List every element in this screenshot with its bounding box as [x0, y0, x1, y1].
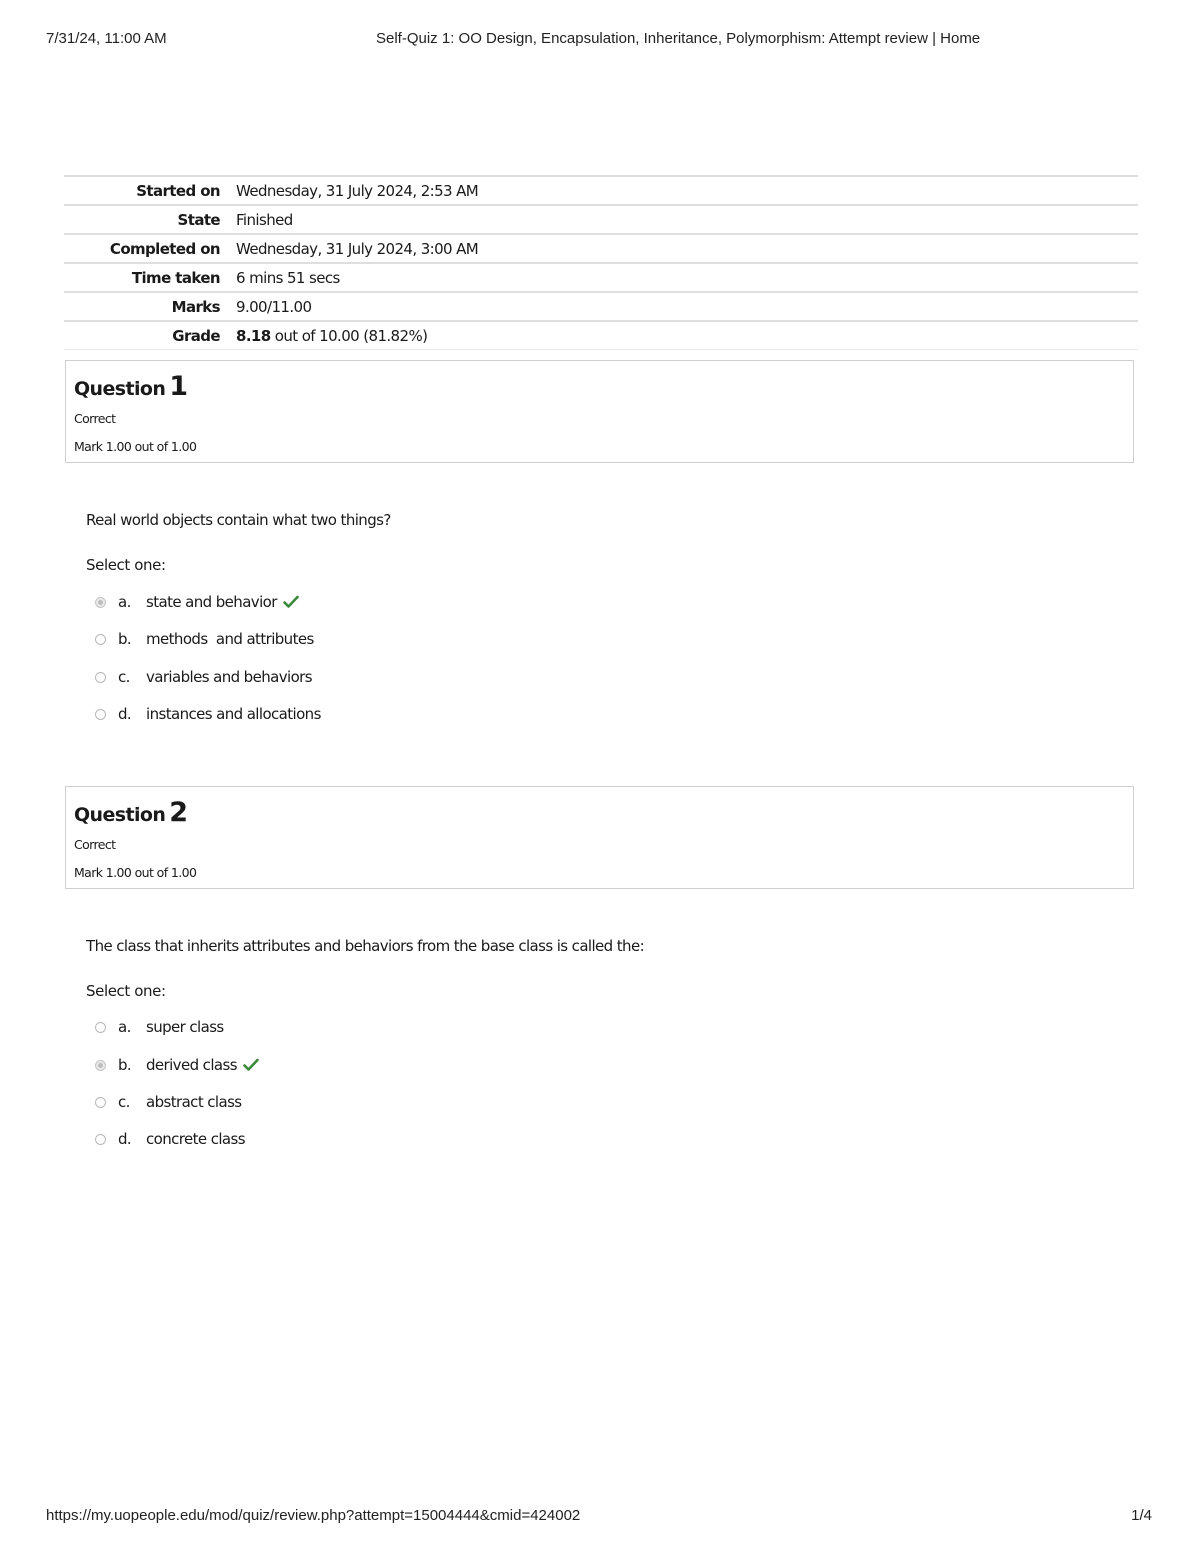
answer-label: derived class [146, 1056, 237, 1074]
question-text: Real world objects contain what two things? [86, 511, 391, 529]
question-text: The class that inherits attributes and behaviors from the base class is called the: [86, 937, 645, 955]
summary-row-grade [64, 321, 1138, 350]
question-state: Correct [74, 837, 116, 852]
page-number: 1/4 [1131, 1507, 1152, 1524]
summary-value: 9.00/11.00 [236, 297, 312, 316]
answer-label: abstract class [146, 1093, 242, 1111]
grade-value: 8.18 [236, 326, 271, 345]
print-date: 7/31/24, 11:00 AM [46, 30, 167, 47]
answer-option[interactable] [95, 628, 314, 650]
answer-option[interactable] [95, 703, 321, 725]
summary-value: Wednesday, 31 July 2024, 2:53 AM [236, 181, 479, 200]
answer-letter: b. [118, 630, 132, 648]
summary-label: Marks [171, 297, 220, 316]
answer-label: super class [146, 1018, 224, 1036]
question-label: Question [74, 378, 166, 400]
answer-label: instances and allocations [146, 705, 321, 723]
answer-label: state and behavior [146, 593, 277, 611]
question-number-value: 2 [169, 797, 188, 828]
answer-option[interactable] [95, 591, 299, 613]
summary-row-time-taken [64, 263, 1138, 292]
radio-icon[interactable] [95, 1022, 106, 1033]
answer-option[interactable] [95, 1016, 224, 1038]
summary-value: Finished [236, 210, 293, 229]
select-one-prompt: Select one: [86, 982, 166, 1000]
summary-label: Started on [136, 181, 220, 200]
radio-icon[interactable] [95, 672, 106, 683]
radio-icon[interactable] [95, 1097, 106, 1108]
answer-letter: a. [118, 593, 131, 611]
summary-value: Wednesday, 31 July 2024, 3:00 AM [236, 239, 479, 258]
answer-option[interactable] [95, 666, 312, 688]
answer-option[interactable] [95, 1128, 245, 1150]
select-one-prompt: Select one: [86, 556, 166, 574]
answer-letter: b. [118, 1056, 132, 1074]
summary-label: Completed on [109, 239, 220, 258]
question-number-value: 1 [169, 371, 188, 402]
answer-letter: d. [118, 1130, 132, 1148]
radio-icon[interactable] [95, 634, 106, 645]
question-number [74, 371, 187, 402]
radio-icon[interactable] [95, 709, 106, 720]
check-icon [283, 595, 299, 609]
print-url: https://my.uopeople.edu/mod/quiz/review.php?attempt=15004444&cmid=424002 [46, 1507, 581, 1524]
answer-letter: d. [118, 705, 132, 723]
attempt-summary-table [64, 175, 1138, 350]
question-number [74, 797, 187, 828]
summary-label: Time taken [131, 268, 220, 287]
radio-icon[interactable] [95, 1134, 106, 1145]
question-label: Question [74, 804, 166, 826]
print-footer [46, 1507, 1152, 1527]
answer-letter: c. [118, 668, 130, 686]
answer-letter: c. [118, 1093, 130, 1111]
answer-letter: a. [118, 1018, 131, 1036]
answer-option[interactable] [95, 1054, 259, 1076]
question-info-1 [65, 360, 1134, 463]
summary-row-started [64, 176, 1138, 205]
question-info-2 [65, 786, 1134, 889]
answer-option[interactable] [95, 1091, 242, 1113]
summary-value [236, 321, 1138, 350]
summary-row-state [64, 205, 1138, 234]
summary-label: State [177, 210, 220, 229]
print-header [46, 30, 1152, 50]
answer-label: concrete class [146, 1130, 245, 1148]
radio-icon[interactable] [95, 1060, 106, 1071]
summary-label: Grade [172, 326, 220, 345]
question-mark: Mark 1.00 out of 1.00 [74, 865, 197, 880]
answer-label: methods and attributes [146, 630, 314, 648]
summary-value: 6 mins 51 secs [236, 268, 340, 287]
grade-value-rest: out of 10.00 (81.82%) [270, 326, 428, 345]
summary-row-completed [64, 234, 1138, 263]
print-page-title: Self-Quiz 1: OO Design, Encapsulation, Inheritance, Polymorphism: Attempt review | Home [376, 30, 981, 47]
question-state: Correct [74, 411, 116, 426]
answer-label: variables and behaviors [146, 668, 312, 686]
check-icon [243, 1058, 259, 1072]
question-mark: Mark 1.00 out of 1.00 [74, 439, 197, 454]
summary-row-marks [64, 292, 1138, 321]
radio-icon[interactable] [95, 597, 106, 608]
